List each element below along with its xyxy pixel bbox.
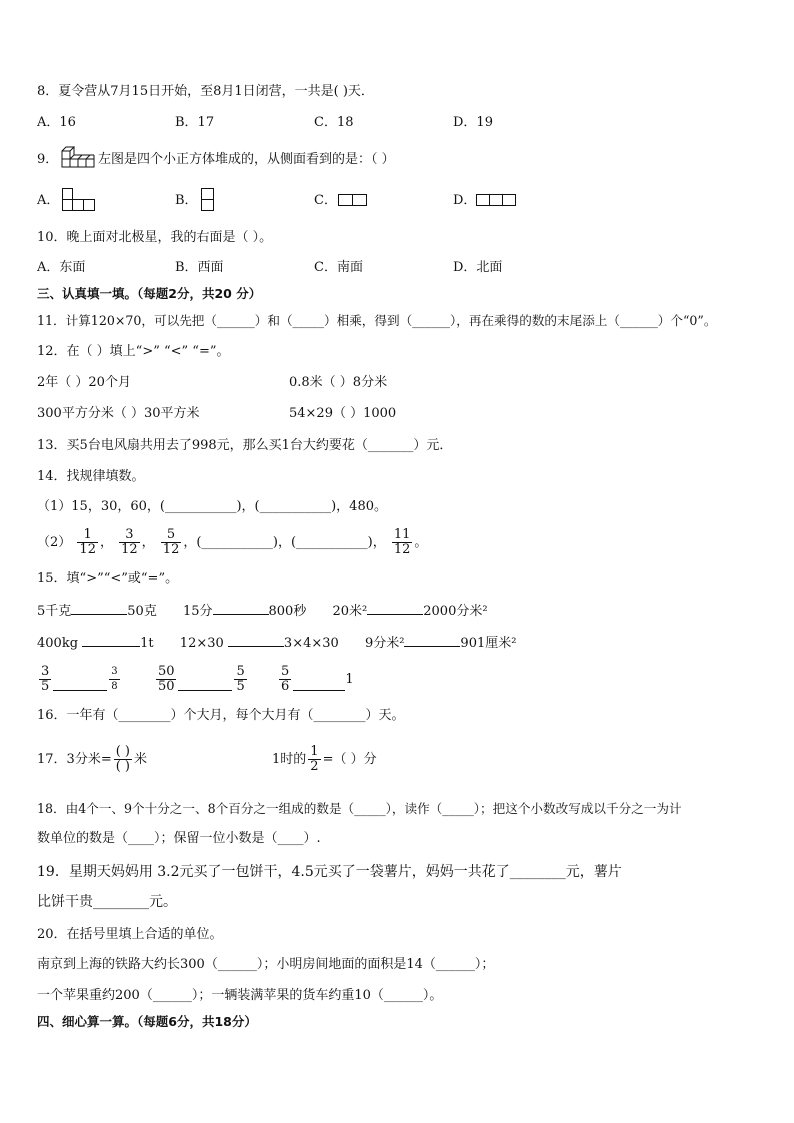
q12-row1-a: 2年（ ）20个月 [37,375,131,390]
fraction: $\frac{5}{5}$ [236,664,245,694]
q18-line2: 数单位的数是（____）；保留一位小数是（____）. [37,831,321,846]
q11-text: 11．计算120×70，可以先把（______）和（_____）相乘，得到（______），再在乘得的数的末尾添上（______）个“0”。 [37,313,717,328]
q15-row2: 400kg 1t 12×30 3×4×30 9分米² 901厘米² [37,636,517,651]
q9-option-b-view-icon [199,187,217,213]
q9-number: 9． [37,152,59,167]
q20-text: 20．在括号里填上合适的单位。 [37,927,223,942]
q8-option-b: B．17 [175,115,215,130]
fraction-blank: $\frac{( )}{( )}$ [115,744,130,774]
q8-option-c: C．18 [314,115,354,130]
q17-text: 17．3分米= $\frac{( )}{( )}$ 米 [37,744,148,774]
q9-text: 左图是四个小正方体堆成的，从侧面看到的是：（ ） [98,152,395,167]
fraction: $\frac{3}{8}$ [111,666,118,692]
q14-text: 14．找规律填数。 [37,469,145,484]
q17-part2: 1时的 $\frac{1}{2}$ =（ ）分 [272,744,377,774]
q20-line2: 一个苹果重约200（______）；一辆装满苹果的货车约重10（______）。 [37,988,443,1003]
fraction: $\frac{5}{6}$ [281,664,290,694]
q12-text: 12．在（ ）填上“>” “<” “=”。 [37,344,230,359]
fraction: $\frac{50}{50}$ [157,664,175,694]
fraction: $\frac{3}{5}$ [41,664,50,694]
q8-text: 8．夏令营从7月15日开始，至8月1日闭营，一共是( )天． [37,84,374,99]
q10-option-a: A．东面 [37,260,86,275]
cube-stack-figure [58,145,98,171]
fraction: $\frac{1}{2}$ [310,744,319,774]
fraction: $\frac{5}{12}$ [162,527,180,557]
fraction: $\frac{3}{12}$ [121,527,138,557]
q12-row2-b: 54×29（ ）1000 [289,406,397,421]
q12-row2-a: 300平方分米（ ）30平方米 [37,406,200,421]
fraction: $\frac{11}{12}$ [393,527,411,557]
q13-text: 13．买5台电风扇共用去了998元，那么买1台大约要花（_______）元． [37,438,453,453]
q8-option-d: D．19 [453,115,493,130]
q10-option-c: C．南面 [314,260,363,275]
q18-line1: 18．由4个一、9个十分之一、8个百分之一组成的数是（_____），读作（_____）；把这个小数改写成以千分之一为计 [37,801,682,816]
q9-option-a-view-icon [60,187,98,213]
q10-option-d: D．北面 [453,260,503,275]
q9-option-c-view-icon [337,192,369,208]
q14-part2: （2） $\frac{1}{12}$ ， $\frac{3}{12}$ ， $\frac{5}{12}$ ，(___________)，(___________)， $\frac{11}{12}$ 。 [37,527,428,557]
q19-line1: 19．星期天妈妈用 3.2元买了一包饼干，4.5元买了一袋薯片，妈妈一共花了________元，薯片 [37,864,622,880]
q9-option-c: C． [314,193,337,208]
section-3-heading: 三、认真填一填。（每题2分，共20 分） [37,286,262,301]
q19-line2: 比饼干贵________元。 [37,894,177,910]
fraction: $\frac{1}{12}$ [79,527,96,557]
q15-text: 15．填“>”“<”或“=”。 [37,571,179,586]
q8-option-a: A．16 [37,115,76,130]
q12-row1-b: 0.8米（ ）8分米 [289,375,388,390]
q10-text: 10．晚上面对北极星，我的右面是（ ）。 [37,230,273,245]
q14-part1: （1）15，30，60，(___________)，(___________)，480。 [37,499,387,514]
q9-option-b: B． [175,193,198,208]
q10-option-b: B．西面 [175,260,224,275]
q15-row3: $\frac{3}{5}$ $\frac{3}{8}$ $\frac{50}{50}$ $\frac{5}{5}$ $\frac{5}{6}$ 1 [41,664,354,694]
q9-option-a: A． [37,193,60,208]
section-4-heading: 四、细心算一算。（每题6分，共18分） [37,1014,257,1029]
q15-row1: 5千克 50克 15分 800秒 20米² 2000分米² [37,604,488,619]
q9-option-d-view-icon [475,192,517,208]
q9-option-d: D． [453,193,477,208]
q20-line1: 南京到上海的铁路大约长300（______）；小明房间地面的面积是14（______）； [37,957,495,972]
q16-text: 16．一年有（________）个大月，每个大月有（________）天。 [37,708,405,723]
